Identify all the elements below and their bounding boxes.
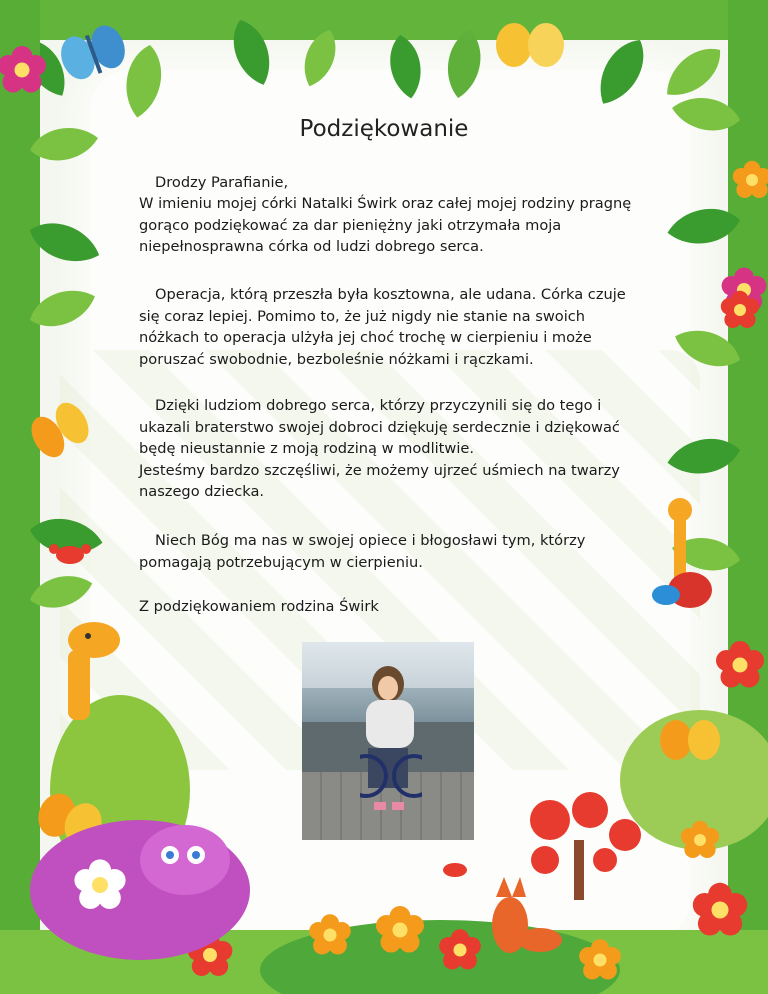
hippo <box>30 820 250 960</box>
paragraph-line: poruszać swobodnie, bezboleśnie nóżkami i rączkami. <box>139 350 534 368</box>
paragraph-line: W imieniu mojej córki Natalki Świrk oraz całej mojej rodziny pragnę <box>139 195 632 212</box>
paragraph-line: Dzięki ludziom dobrego serca, którzy przyczynili się do tego i <box>155 397 602 414</box>
greeting <box>139 172 639 194</box>
paragraph-1 <box>139 193 639 258</box>
letter-title: Podziękowanie <box>299 116 469 142</box>
paragraph-line: naszego dziecka. <box>139 483 265 500</box>
signature: Z podziękowaniem rodzina Świrk <box>139 598 379 615</box>
greeting-text: Drodzy Parafianie, <box>155 174 289 191</box>
crab-small <box>443 863 467 877</box>
tomato-tree <box>530 792 641 900</box>
paragraph-line: gorąco podziękować za dar pieniężny jaki otrzymała moja <box>139 216 562 234</box>
paragraph-line: Operacja, którą przeszła była kosztowna, ale udana. Córka czuje <box>155 286 626 303</box>
paragraph-line: ukazali braterstwo swojej dobroci dziękuję serdecznie i dziękować <box>139 418 620 436</box>
paragraph-line: niepełnosprawna córka od ludzi dobrego serca. <box>139 238 484 255</box>
paragraph-3 <box>139 395 639 503</box>
crab <box>49 544 91 564</box>
paragraph-line: Jesteśmy bardzo szczęśliwi, że możemy ujrzeć uśmiech na twarzy <box>139 461 620 479</box>
paragraph-4 <box>139 530 639 573</box>
photo-of-girl-in-wheelchair <box>302 642 474 840</box>
girl-figure <box>360 664 422 814</box>
paragraph-line: będę nieustannie z moją rodziną w modlitwie. <box>139 440 475 457</box>
paragraph-line: Niech Bóg ma nas w swojej opiece i błogosławi tym, którzy <box>155 532 586 549</box>
fox <box>492 877 562 953</box>
paragraph-line: się coraz lepiej. Pomimo to, że już nigdy nie stanie na swoich <box>139 307 586 325</box>
paragraph-2 <box>139 284 639 370</box>
paragraph-line: pomagają potrzebującym w cierpieniu. <box>139 553 423 571</box>
paragraph-line: nóżkach to operacja ulżyła jej choć trochę w cierpieniu i może <box>139 329 592 346</box>
